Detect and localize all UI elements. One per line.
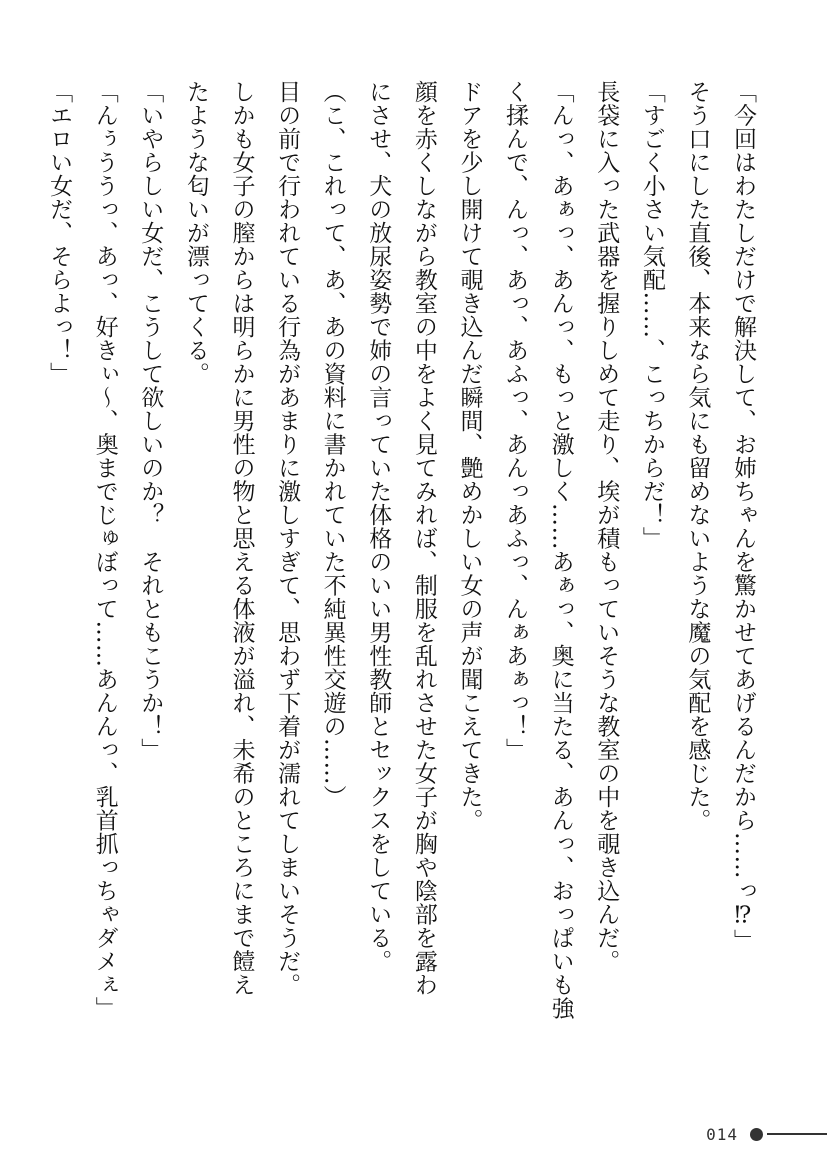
text-line: 「いやらしい女だ、こうして欲しいのか？ それともこうか！」 — [137, 80, 164, 762]
text-line: （こ、これって、あ、あの資料に書かれていた不純異性交遊の……） — [319, 80, 346, 809]
text-line: 長袋に入った武器を握りしめて走り、埃が積もっていそうな教室の中を覗き込んだ。 — [593, 80, 620, 973]
text-line: 「今回はわたしだけで解決して、お姉ちゃんを驚かせてあげるんだから……っ⁉」 — [730, 80, 756, 953]
text-line: 「エロい女だ、そらよっ！」 — [46, 80, 73, 386]
text-line: く揉んで、んっ、あっ、あふっ、あんっあふっ、んぁあぁっ！」 — [502, 80, 529, 762]
page-number: 014 — [706, 1124, 738, 1144]
text-line: ドアを少し開けて覗き込んだ瞬間、艶めかしい女の声が聞こえてきた。 — [456, 80, 483, 832]
footer-rule — [767, 1133, 827, 1135]
text-line: しかも女子の膣からは明らかに男性の物と思える体液が溢れ、未希のところにまで饐え — [228, 80, 255, 997]
text-line: 「んっ、あぁっ、あんっ、もっと激しく……あぁっ、奥に当たる、あんっ、おっぱいも強 — [547, 80, 574, 1020]
page-footer — [706, 1122, 827, 1146]
text-line: 目の前で行われている行為があまりに激しすぎて、思わず下着が濡れてしまいそうだ。 — [274, 80, 301, 997]
text-line: 「んぅううっ、あっ、好きぃ〜、奥までじゅぼって……あんんっ、乳首抓っちゃダメぇ」 — [91, 80, 118, 1020]
page-marker-dot-icon — [750, 1128, 763, 1141]
text-line: そう口にした直後、本来なら気にも留めないような魔の気配を感じた。 — [684, 80, 711, 832]
vertical-text-body — [36, 80, 766, 1090]
text-line: にさせ、犬の放尿姿勢で姉の言っていた体格のいい男性教師とセックスをしている。 — [365, 80, 392, 973]
text-line: 顔を赤くしながら教室の中をよく見てみれば、制服を乱れさせた女子が胸や陰部を露わ — [410, 80, 437, 997]
text-line: たような匂いが漂ってくる。 — [182, 80, 209, 386]
text-line: 「すごく小さい気配……、こっちからだ！」 — [638, 80, 665, 550]
